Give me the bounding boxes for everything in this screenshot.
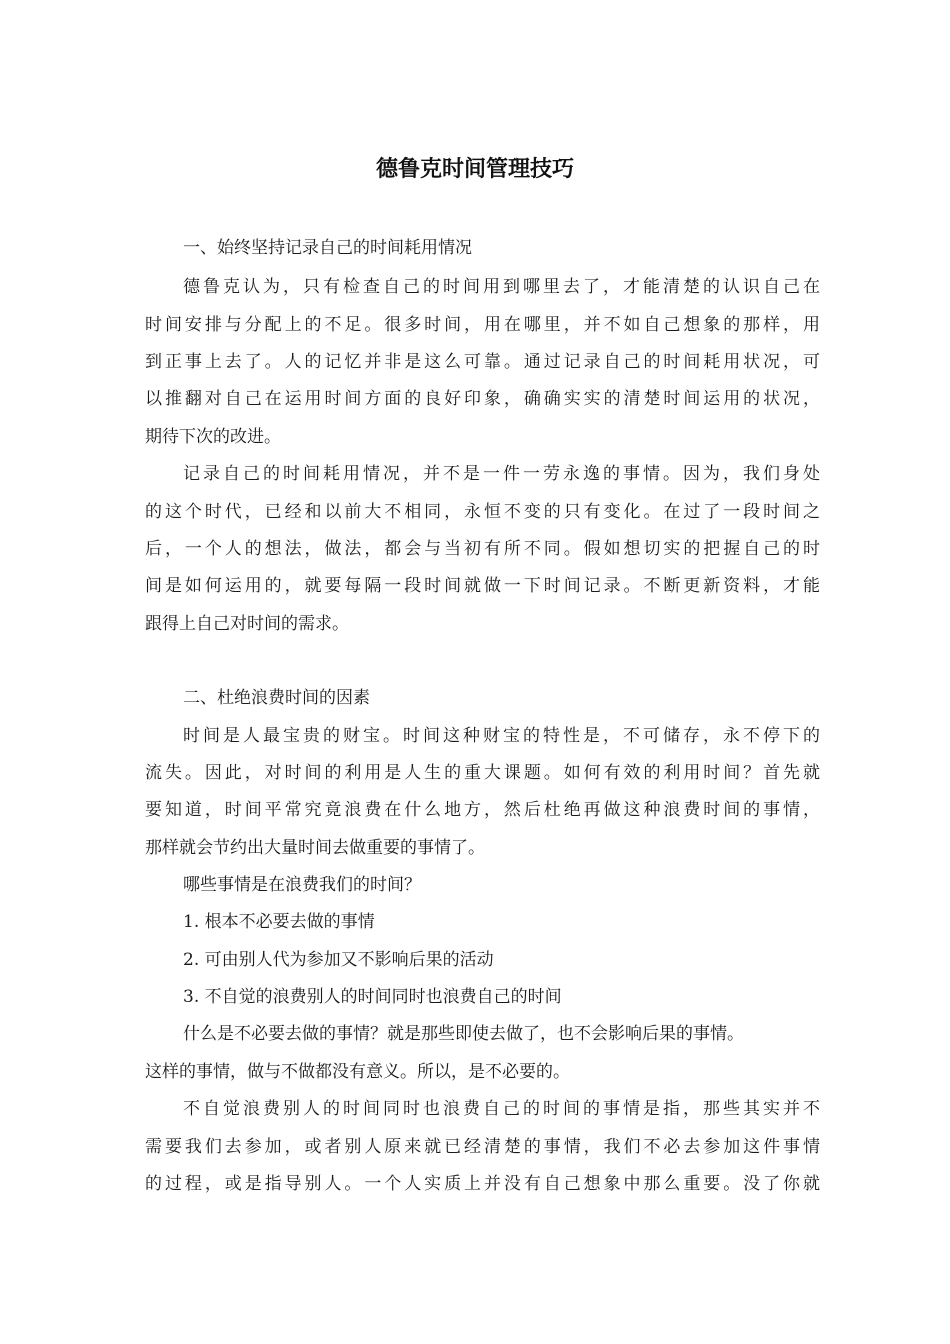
paragraph-line: 的过程，或是指导别人。一个人实质上并没有自己想象中那么重要。没了你就	[145, 1174, 820, 1194]
list-item: 3. 不自觉的浪费别人的时间同时也浪费自己的时间	[183, 987, 562, 1007]
paragraph-line: 需要我们去参加，或者别人原来就已经清楚的事情，我们不必去参加这件事情	[145, 1137, 820, 1157]
paragraph-line: 这样的事情，做与不做都没有意义。所以，是不必要的。	[145, 1062, 570, 1082]
section-heading: 一、始终坚持记录自己的时间耗用情况	[183, 238, 472, 258]
document-title: 德鲁克时间管理技巧	[375, 157, 574, 182]
paragraph-line: 以推翻对自己在运用时间方面的良好印象，确确实实的清楚时间运用的状况，	[145, 389, 820, 409]
list-item: 1. 根本不必要去做的事情	[183, 912, 375, 932]
paragraph-line: 哪些事情是在浪费我们的时间？	[183, 875, 421, 895]
paragraph-line: 时间是人最宝贵的财宝。时间这种财宝的特性是，不可储存，永不停下的	[183, 726, 820, 746]
paragraph-line: 那样就会节约出大量时间去做重要的事情了。	[145, 838, 485, 858]
section-heading: 二、杜绝浪费时间的因素	[183, 688, 370, 708]
paragraph-line: 跟得上自己对时间的需求。	[145, 614, 349, 634]
paragraph-line: 期待下次的改进。	[145, 427, 281, 447]
paragraph-line: 间是如何运用的，就要每隔一段时间就做一下时间记录。不断更新资料，才能	[145, 576, 820, 596]
paragraph-line: 德鲁克认为，只有检查自己的时间用到哪里去了，才能清楚的认识自己在	[183, 277, 820, 297]
paragraph-line: 时间安排与分配上的不足。很多时间，用在哪里，并不如自己想象的那样，用	[145, 315, 820, 335]
paragraph-line: 不自觉浪费别人的时间同时也浪费自己的时间的事情是指，那些其实并不	[183, 1099, 820, 1119]
paragraph-line: 到正事上去了。人的记忆并非是这么可靠。通过记录自己的时间耗用状况，可	[145, 352, 820, 372]
paragraph-line: 后，一个人的想法，做法，都会与当初有所不同。假如想切实的把握自己的时	[145, 539, 820, 559]
list-item: 2. 可由别人代为参加又不影响后果的活动	[183, 950, 494, 970]
paragraph-line: 什么是不必要去做的事情？就是那些即使去做了，也不会影响后果的事情。	[183, 1024, 744, 1044]
paragraph-line: 记录自己的时间耗用情况，并不是一件一劳永逸的事情。因为，我们身处	[183, 464, 820, 484]
paragraph-line: 流失。因此，对时间的利用是人生的重大课题。如何有效的利用时间？首先就	[145, 763, 820, 783]
paragraph-line: 的这个时代，已经和以前大不相同，永恒不变的只有变化。在过了一段时间之	[145, 502, 820, 522]
paragraph-line: 要知道，时间平常究竟浪费在什么地方，然后杜绝再做这种浪费时间的事情，	[145, 800, 820, 820]
